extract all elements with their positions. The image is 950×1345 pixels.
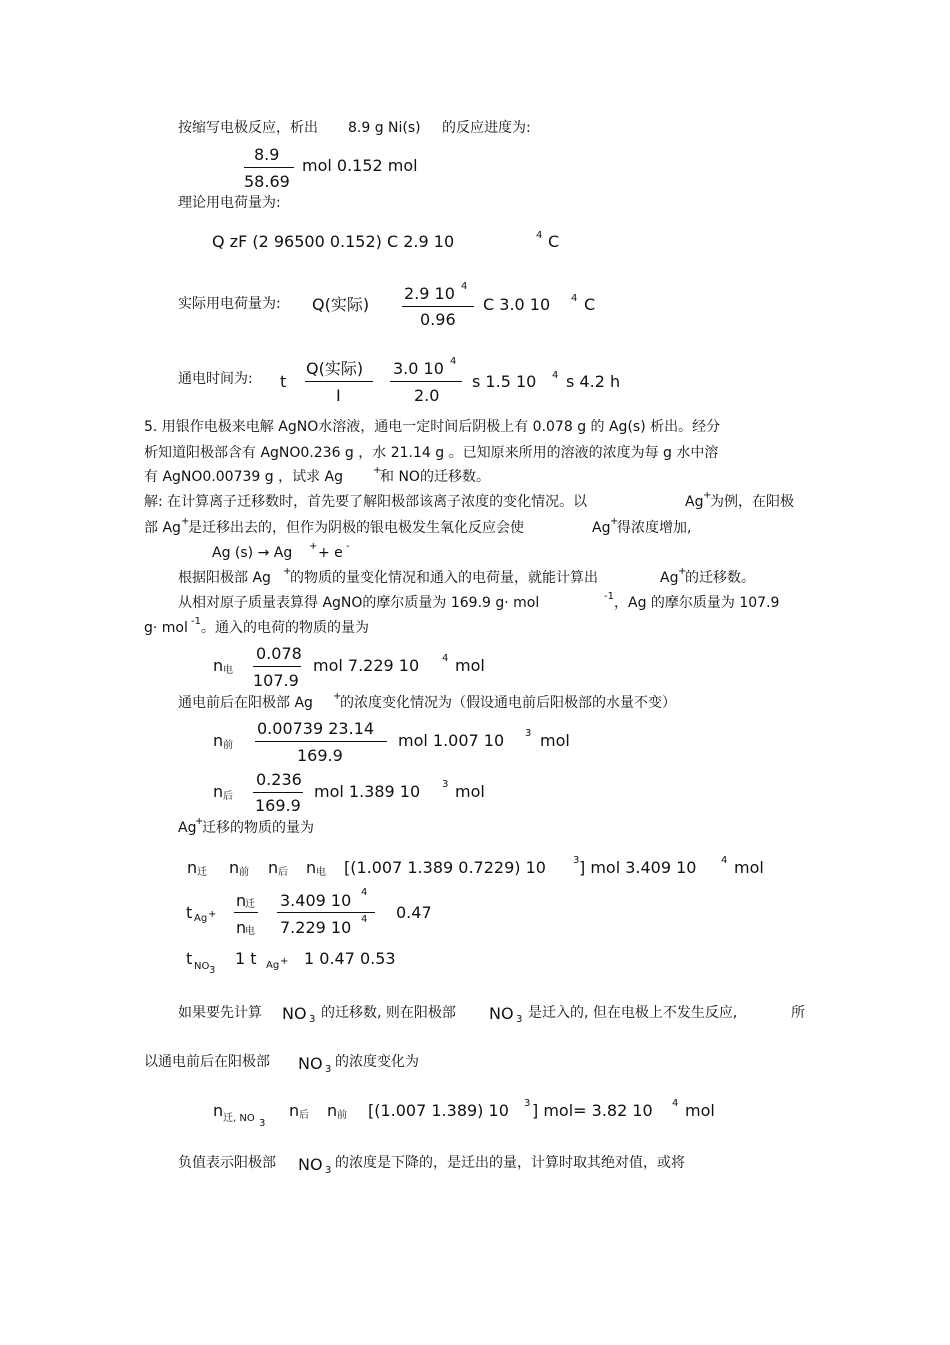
text-line: 迁移的物质的量为 <box>202 820 314 836</box>
subscript: 3 <box>259 1118 266 1129</box>
fraction-bar <box>305 381 373 382</box>
superscript: 4 <box>552 370 559 381</box>
superscript: 4 <box>571 293 578 304</box>
numerator: 3.409 10 <box>280 891 352 910</box>
formula-text: n <box>327 1101 338 1120</box>
superscript: -1 <box>191 616 201 627</box>
superscript: 3 <box>524 1098 531 1109</box>
numerator: 0.236 <box>256 770 302 789</box>
numerator: 3.0 10 <box>393 359 444 378</box>
subscript: 3 <box>516 1014 523 1025</box>
formula-text: mol 7.229 10 <box>313 656 420 675</box>
formula-text: mol 1.007 10 <box>398 731 505 750</box>
formula-text: [(1.007 1.389 0.7229) 10 <box>344 858 546 877</box>
text-line: 的物质的量变化情况和通入的电荷量，就能计算出 <box>290 570 598 586</box>
text-line: 是迁入的, 但在电极上不发生反应, <box>528 1005 738 1021</box>
text-line: 为例，在阳极 <box>710 494 794 510</box>
text-line: 有 AgNO0.00739 g ，试求 Ag <box>144 469 344 485</box>
text-line: 的浓度变化为 <box>335 1054 419 1070</box>
formula-text: t <box>280 372 287 391</box>
superscript: 4 <box>442 653 449 664</box>
superscript: 4 <box>721 855 728 866</box>
text-line: 的迁移数。 <box>685 570 755 586</box>
formula-text: C <box>548 232 560 251</box>
denominator: 7.229 10 <box>280 918 352 937</box>
subscript: Ag <box>266 960 280 971</box>
formula-text: mol <box>455 656 485 675</box>
subscript: 3 <box>325 1165 332 1176</box>
formula-text: 1 t <box>235 949 257 968</box>
subscript: 后 <box>278 867 288 878</box>
superscript: 3 <box>573 855 580 866</box>
numerator: 0.078 <box>256 644 302 663</box>
numerator: 0.00739 23.14 <box>257 719 375 738</box>
superscript: + <box>373 465 382 476</box>
reaction: Ag (s) → Ag <box>212 545 293 561</box>
subscript: 3 <box>209 965 216 976</box>
formula-text: n <box>213 731 224 750</box>
text-line: 是迁移出去的，但作为阴极的银电极发生氧化反应会使 <box>188 520 524 536</box>
formula-text: mol 0.152 mol <box>302 156 418 175</box>
superscript: + <box>703 490 712 501</box>
fraction-bar <box>253 666 301 667</box>
text-line: 。通入的电荷的物质的量为 <box>201 620 369 636</box>
formula-text: NO <box>282 1004 307 1023</box>
superscript: 4 <box>361 887 368 898</box>
formula-text: Q(实际) <box>312 295 370 314</box>
formula-text: n <box>268 858 279 877</box>
text-line: 得浓度增加, <box>617 520 692 536</box>
fraction-bar <box>402 306 474 307</box>
text-line: Ag <box>592 520 611 536</box>
subscript: 电 <box>245 926 255 937</box>
formula-text: n <box>229 858 240 877</box>
text-line: 和 NO的迁移数。 <box>380 469 490 485</box>
superscript: + <box>181 516 190 527</box>
text-line: g· mol <box>144 620 188 636</box>
text-line: 负值表示阳极部 <box>178 1155 276 1171</box>
superscript: - <box>346 541 350 552</box>
subscript: 迁 <box>197 867 207 878</box>
formula-text: ] mol 3.409 10 <box>579 858 697 877</box>
formula-text: mol <box>455 782 485 801</box>
superscript: 4 <box>450 356 457 367</box>
formula-text: n <box>213 782 224 801</box>
fraction-bar <box>255 741 387 742</box>
subscript: 后 <box>223 791 233 802</box>
text-line: 析知道阳极部含有 AgNO0.236 g ，水 21.14 g 。已知原来所用的溶液的浓度为每 g 水中溶 <box>144 445 719 461</box>
text-line: 部 Ag <box>144 520 181 536</box>
subscript: 3 <box>325 1064 332 1075</box>
denominator: 2.0 <box>414 386 440 405</box>
subscript: 后 <box>299 1110 309 1121</box>
subscript: 电 <box>223 665 233 676</box>
formula-text: s 4.2 h <box>566 372 621 391</box>
text-line: 的迁移数, 则在阳极部 <box>321 1005 456 1021</box>
text-line: 的反应进度为: <box>442 120 531 136</box>
formula-text: mol <box>685 1101 715 1120</box>
formula-text: C 3.0 10 <box>483 295 551 314</box>
text-line: ，Ag 的摩尔质量为 107.9 <box>614 595 780 611</box>
fraction-bar <box>244 167 294 168</box>
text-line: 如果要先计算 <box>178 1005 262 1021</box>
subscript: 迁 <box>245 899 255 910</box>
superscript: + <box>208 909 217 920</box>
text-line: 理论用电荷量为: <box>178 195 281 211</box>
denominator: 58.69 <box>244 172 290 191</box>
formula-text: NO <box>298 1155 323 1174</box>
reaction: + e <box>318 545 343 561</box>
superscript: 4 <box>672 1098 679 1109</box>
subscript: 迁, NO <box>223 1113 255 1124</box>
fraction-bar <box>390 381 462 382</box>
superscript: 3 <box>525 728 532 739</box>
formula-text: Q zF (2 96500 0.152) C 2.9 10 <box>212 232 455 251</box>
text-line: Ag <box>660 570 679 586</box>
subscript: 前 <box>223 740 233 751</box>
formula-text: [(1.007 1.389) 10 <box>368 1101 509 1120</box>
text-line: 5. 用银作电极来电解 AgNO水溶液，通电一定时间后阴极上有 0.078 g 的 Ag(s) 析出。经分 <box>144 419 721 435</box>
formula-text: mol <box>540 731 570 750</box>
superscript: + <box>280 956 289 967</box>
formula-text: mol 1.389 10 <box>314 782 421 801</box>
text-line: 的浓度变化情况为（假设通电前后阳极部的水量不变） <box>340 695 676 711</box>
subscript: Ag <box>194 913 208 924</box>
denominator: 0.96 <box>420 310 456 329</box>
text-line: 实际用电荷量为: <box>178 296 281 312</box>
denominator: 169.9 <box>297 746 343 765</box>
superscript: + <box>283 566 292 577</box>
text-line: 以通电前后在阳极部 <box>144 1054 270 1070</box>
denominator: 107.9 <box>253 671 299 690</box>
text-line: 的浓度是下降的，是迁出的量，计算时取其绝对值，或将 <box>335 1155 685 1171</box>
superscript: 3 <box>442 779 449 790</box>
formula-text: t <box>186 949 193 968</box>
subscript: 前 <box>337 1110 347 1121</box>
superscript: + <box>678 566 687 577</box>
superscript: 4 <box>536 230 543 241</box>
text-line: 所 <box>791 1005 805 1021</box>
formula-text: n <box>213 1101 224 1120</box>
text-line: 从相对原子质量表算得 AgNO的摩尔质量为 169.9 g· mol <box>178 595 540 611</box>
subscript: NO <box>194 961 210 972</box>
formula-text: C <box>584 295 596 314</box>
text-line: Ag <box>685 494 704 510</box>
formula-text: NO <box>298 1054 323 1073</box>
numerator: 2.9 10 <box>404 284 455 303</box>
formula-text: n <box>306 858 317 877</box>
formula-text: t <box>186 903 193 922</box>
formula-text: s 1.5 10 <box>472 372 537 391</box>
superscript: + <box>333 691 342 702</box>
numerator: n <box>236 891 247 910</box>
numerator: 8.9 <box>254 145 280 164</box>
formula-text: n <box>289 1101 300 1120</box>
denominator: 169.9 <box>255 796 301 815</box>
formula-text: 0.47 <box>396 903 432 922</box>
superscript: 4 <box>461 281 468 292</box>
fraction-bar <box>277 912 375 913</box>
superscript: + <box>309 541 318 552</box>
superscript: + <box>610 516 619 527</box>
superscript: -1 <box>604 591 614 602</box>
numerator: Q(实际) <box>306 359 364 378</box>
subscript: 3 <box>309 1014 316 1025</box>
formula-text: NO <box>489 1004 514 1023</box>
denominator: n <box>236 918 247 937</box>
formula-text: 1 0.47 0.53 <box>304 949 396 968</box>
denominator: I <box>336 386 341 405</box>
subscript: 前 <box>239 867 249 878</box>
superscript: 4 <box>361 914 368 925</box>
formula-text: mol <box>734 858 764 877</box>
text-line: Ag <box>178 820 197 836</box>
formula-text: ] mol= 3.82 10 <box>532 1101 653 1120</box>
text-line: 解: 在计算离子迁移数时，首先要了解阳极部该离子浓度的变化情况。以 <box>144 494 588 510</box>
formula-text: n <box>187 858 198 877</box>
fraction-bar <box>253 792 303 793</box>
text-line: 根据阳极部 Ag <box>178 570 271 586</box>
text-line: 通电前后在阳极部 Ag <box>178 695 313 711</box>
superscript: + <box>195 816 204 827</box>
formula-text: n <box>213 656 224 675</box>
text-line: 按缩写电极反应，析出 <box>178 120 318 136</box>
subscript: 电 <box>316 867 326 878</box>
text-line: 通电时间为: <box>178 371 253 387</box>
text-line: 8.9 g Ni(s) <box>348 120 421 136</box>
fraction-bar <box>234 912 258 913</box>
